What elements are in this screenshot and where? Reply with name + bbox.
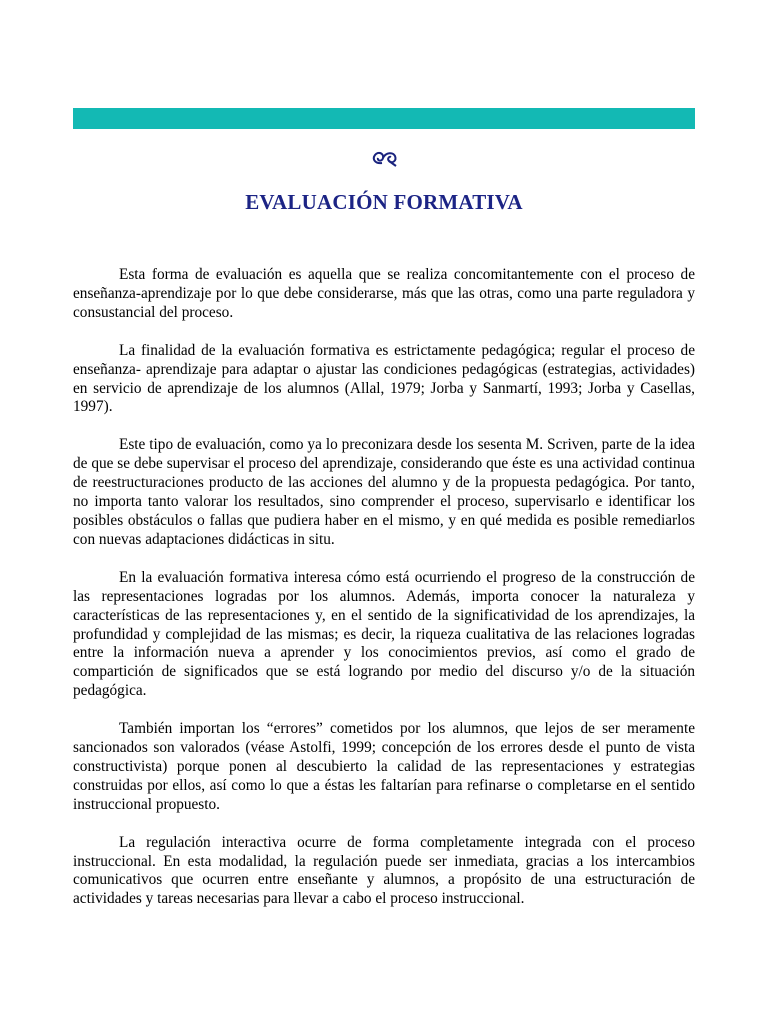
- paragraph-4: En la evaluación formativa interesa cómo está ocurriendo el progreso de la construcción de las representaciones logradas por los alumnos. Además, importa conocer la naturaleza y características de las representaciones y, en el sentido de la significatividad de los aprendizajes, la profundidad y complejidad de las mismas; es decir, la riqueza cualitativa de las relaciones logradas entre la información nueva a aprender y los conocimientos previos, así como el grado de compartición de significados que se está logrando por medio del discurso y/o de la situación pedagógica.: [73, 568, 695, 700]
- document-body: [73, 266, 695, 928]
- paragraph-3: Este tipo de evaluación, como ya lo preconizara desde los sesenta M. Scriven, parte de la idea de que se debe supervisar el proceso del aprendizaje, considerando que éste es una actividad continua de reestructuraciones producto de las acciones del alumno y de la propuesta pedagógica. Por tanto, no importa tanto valorar los resultados, sino comprender el proceso, supervisarlo e identificar los posibles obstáculos o fallas que pudiera haber en el mismo, y en qué medida es posible remediarlos con nuevas adaptaciones didácticas in situ.: [73, 436, 695, 548]
- header-accent-bar: [73, 108, 695, 129]
- paragraph-6: La regulación interactiva ocurre de forma completamente integrada con el proceso instruccional. En esta modalidad, la regulación puede ser inmediata, gracias a los intercambios comunicativos que ocurren entre enseñante y alumnos, a propósito de una estructuración de actividades y tareas necesarias para llevar a cabo el proceso instruccional.: [73, 833, 695, 908]
- paragraph-1: Esta forma de evaluación es aquella que se realiza concomitantemente con el proceso de enseñanza-aprendizaje por lo que debe considerarse, más que las otras, como una parte reguladora y consustancial del proceso.: [73, 266, 695, 321]
- paragraph-5: También importan los “errores” cometidos por los alumnos, que lejos de ser meramente sancionados son valorados (véase Astolfi, 1999; concepción de los errores desde el punto de vista constructivista) porque ponen al descubierto la calidad de las representaciones y estrategias construidas por ellos, así como lo que a éstas les faltarían para refinarse o completarse en el sentido instruccional propuesto.: [73, 720, 695, 813]
- document-title: EVALUACIÓN FORMATIVA: [245, 190, 523, 214]
- ornamental-curl-icon: [0, 146, 768, 170]
- paragraph-2: La finalidad de la evaluación formativa es estrictamente pedagógica; regular el proceso de enseñanza- aprendizaje para adaptar o ajustar las condiciones pedagógicas (estrategias, actividades) en servicio de aprendizaje de los alumnos (Allal, 1979; Jorba y Sanmartí, 1993; Jorba y Casellas, 1997).: [73, 341, 695, 416]
